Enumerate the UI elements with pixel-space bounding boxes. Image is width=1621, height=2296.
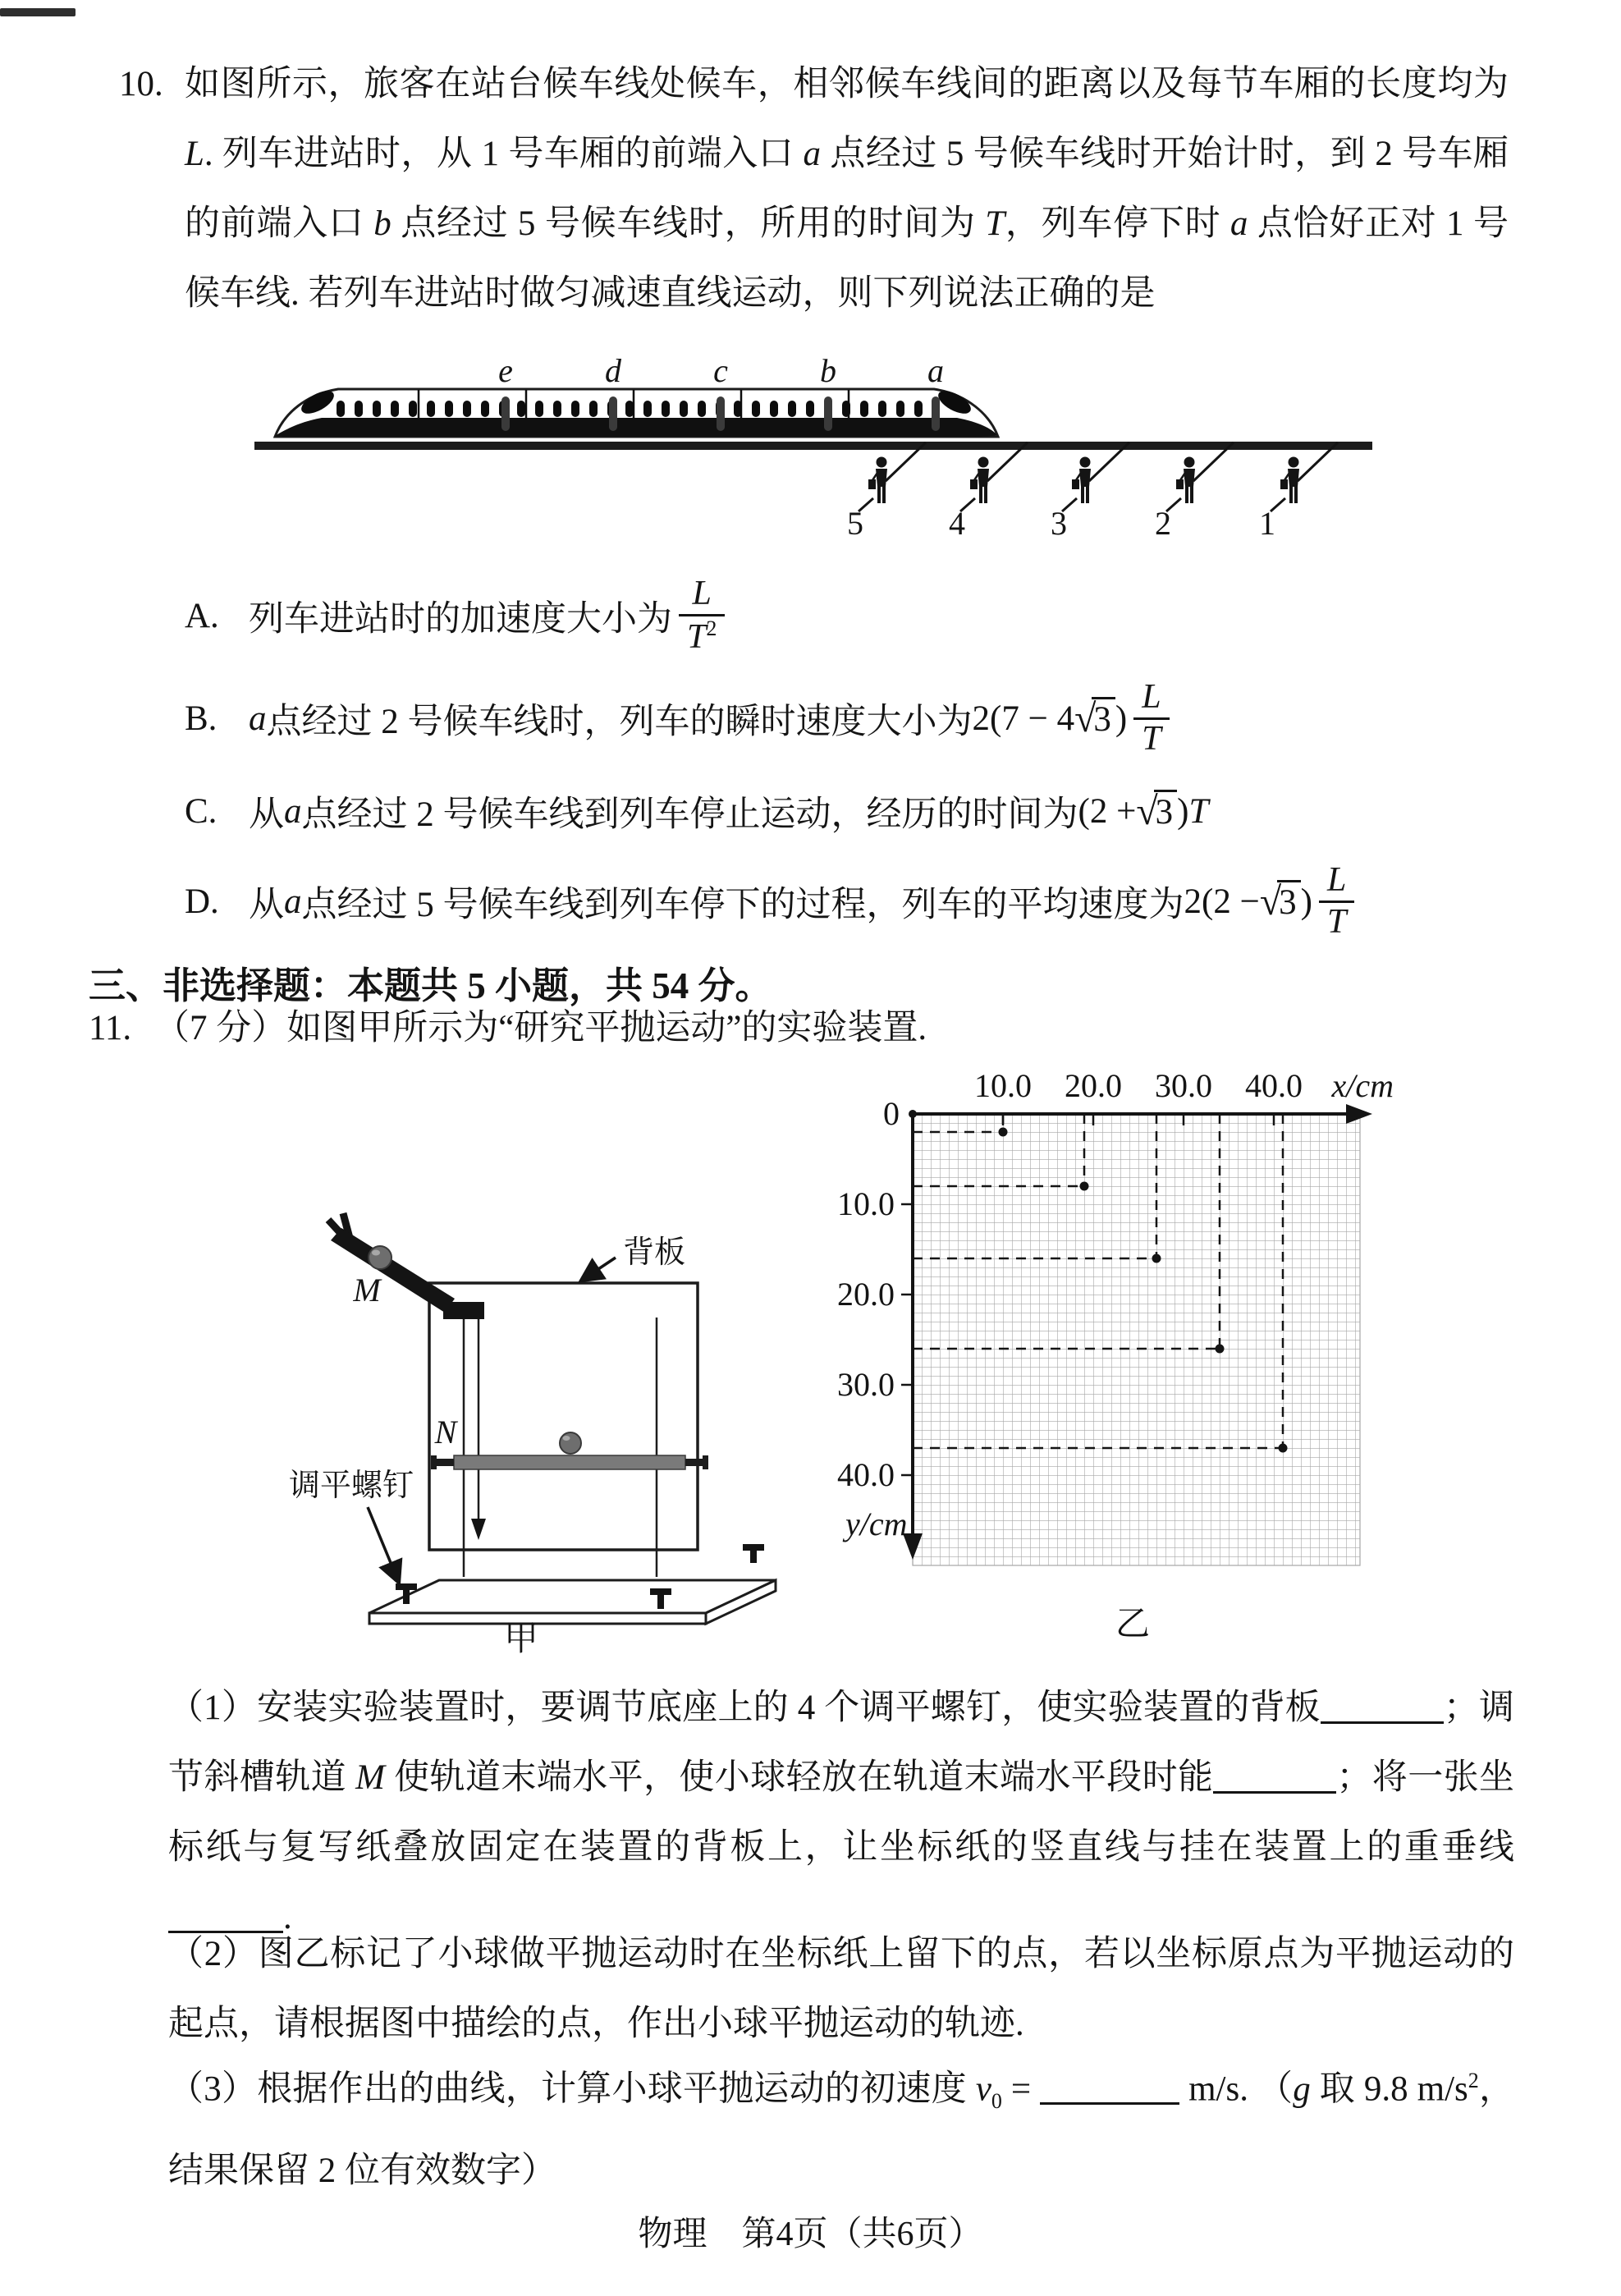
train-window [535,401,543,417]
part-3 [168,2046,1514,2206]
graph-paper-grid [913,1114,1360,1565]
y-axis-label: y/cm [845,1505,908,1542]
fraction-denominator: T [1327,902,1347,941]
question-11 [89,993,1509,1063]
person-head [978,457,989,468]
fraction-L-T [1133,678,1169,758]
var-a: a [249,699,267,738]
waiting-line-marker [949,442,1028,542]
train-window [698,401,706,417]
var-L: L [185,135,204,173]
person-bag [1176,479,1184,489]
close-paren: ) [1115,699,1128,738]
caption-jia: 甲 [503,1620,539,1658]
var-a: a [284,882,302,921]
train-window [788,401,796,417]
close-paren: ) [1300,882,1312,921]
train-window [643,401,652,417]
question-10 [119,49,1509,328]
train-window [481,401,489,417]
var-v: v [975,2069,991,2109]
fraction-numerator: L [1133,678,1169,719]
waiting-line-number: 2 [1155,505,1171,542]
entrance-label: e [498,357,513,389]
train-window [463,401,471,417]
option-D [185,850,1514,953]
waiting-line-marker [1259,442,1338,542]
inclined-track [328,1213,484,1319]
text-segment: 从 [249,885,284,924]
text-segment: . [283,1898,292,1936]
person-bag [1072,479,1079,489]
person-bag [1280,479,1288,489]
entrance-label: c [713,357,728,389]
ball-on-crossbar [560,1432,581,1454]
train-window [589,401,598,417]
text-segment: ，列车停下时 [1005,204,1230,243]
person-head [1184,457,1195,468]
waiting-line-marker [1155,442,1234,542]
text-segment: ，结果保留 2 位有效数字） [168,2069,1514,2190]
text-segment: 如图所示，旅客在站台候车线处候车，相邻候车线间的距离以及每节车厢的长度均为 [185,65,1509,103]
caption-yi: 乙 [1115,1606,1151,1643]
person-head [1080,457,1091,468]
equals: = [1001,2069,1041,2109]
entrance-label: a [927,357,944,389]
door-post [932,396,940,431]
radical-sign: √ [1259,879,1282,923]
train-window [391,401,399,417]
option-C-label: C. [185,791,218,831]
train-window [445,401,453,417]
var-a: a [284,791,302,831]
ball-on-ramp [369,1246,392,1269]
train-window [427,401,435,417]
coefficient: 2(2 − [1184,882,1260,921]
part-2: （2）图乙标记了小球做平抛运动时在坐标纸上留下的点，若以坐标原点为平抛运动的起点，请根据图中描绘的点，作出小球平抛运动的轨迹. [168,1935,1514,2043]
question-11-intro: （7 分）如图甲所示为“研究平抛运动”的实验装置. [154,1009,927,1047]
origin-point [909,1110,917,1118]
text-segment: 点经过 5 号候车线时开始计时，到 2 号车厢的前端入口 [185,135,1509,243]
text-segment: 点恰好正对 1 号候车线. 若列车进站时做匀减速直线运动，则下列说法正确的是 [185,204,1509,313]
radicand: 3 [1154,790,1178,832]
waiting-line-number: 1 [1259,505,1275,542]
waiting-line-number: 5 [847,505,863,542]
y-tick-label: 20.0 [837,1276,895,1313]
section-3-header: 三、非选择题：本题共 5 小题，共 54 分。 [89,965,772,1006]
person-body [1288,469,1299,487]
subscript-0: 0 [991,2088,1002,2113]
var-M: M [355,1758,385,1797]
var-T: T [687,617,707,656]
text-segment: （3）根据作出的曲线，计算小球平抛运动的初速度 [168,2069,976,2109]
fraction-numerator: L [1319,861,1354,902]
option-B-label: B. [185,699,218,738]
radicand: 3 [1277,880,1301,923]
text-segment: 点经过 5 号候车线时，所用的时间为 [391,204,986,243]
var-g: g [1293,2069,1311,2109]
person-head [877,457,887,468]
answer-blank [1040,2068,1179,2105]
ball-highlight [563,1436,570,1441]
var-T: T [1188,791,1209,831]
train-window [517,401,525,417]
part-1 [168,1673,1514,1952]
option-C-text: 点经过 2 号候车线到列车停止运动，经历的时间为 [301,795,1078,834]
label-M: M [353,1272,381,1308]
door-post [501,396,510,431]
option-D-text: 点经过 5 号候车线到列车停下的过程，列车的平均速度为 [301,885,1184,924]
x-tick-label: 30.0 [1155,1067,1212,1104]
text-segment: . 列车进站时，从 1 号车厢的前端入口 [204,135,804,173]
backboard-arrow [581,1258,616,1281]
train-window [553,401,561,417]
text-segment: ；调节斜槽轨道 [168,1689,1515,1797]
close-paren: ) [1177,791,1189,831]
leveling-screw [743,1544,764,1563]
var-b: b [373,204,392,243]
data-point [1216,1345,1225,1354]
data-point [999,1128,1008,1137]
person-bag [868,479,876,489]
person-bag [970,479,978,489]
train-window [355,401,363,417]
train-window [373,401,381,417]
train-window [625,401,634,417]
var-a: a [1229,204,1248,243]
train-window [571,401,579,417]
apparatus-figure [246,1133,821,1658]
option-D-label: D. [185,882,219,921]
answer-blank [1321,1687,1444,1724]
origin-label: 0 [883,1095,900,1132]
text-segment: （1）安装实验装置时，要调节底座上的 4 个调平螺钉，使实验装置的背板 [168,1689,1321,1727]
train-window [896,401,904,417]
train-window [860,401,868,417]
y-tick-label: 10.0 [837,1185,895,1222]
train-window [409,401,417,417]
person-body [1079,469,1091,487]
waiting-line-number: 4 [949,505,965,542]
train-window [770,401,778,417]
question-11-number: 11. [89,1009,132,1047]
data-point [1080,1182,1089,1191]
option-A-label: A. [185,596,219,635]
text-segment: 使轨道末端水平，使小球轻放在轨道末端水平段时能 [385,1758,1214,1797]
text-segment: 取 9.8 m/s [1310,2069,1468,2109]
train-window [680,401,688,417]
platform-edge-line [254,442,1372,450]
person-body [978,469,989,487]
question-10-number: 10. [119,65,163,103]
radical-sign: √ [1136,789,1158,833]
train-window [878,401,886,417]
label-backboard: 背板 [622,1235,686,1270]
entrance-label: d [605,357,621,389]
var-T: T [985,204,1005,243]
unit: m/s. [1179,2069,1248,2109]
waiting-line-marker [847,442,926,542]
door-post [717,396,725,431]
exponent: 2 [706,616,717,640]
open-paren: (2 + [1078,791,1137,831]
var-a: a [803,135,821,173]
door-post [824,396,832,431]
label-leveling-screw: 调平螺钉 [288,1469,414,1503]
fraction-denominator [679,616,725,657]
option-A-text: 列车进站时的加速度大小为 [249,599,672,639]
train-window [337,401,345,417]
base-plate [369,1580,776,1624]
var-v0 [976,2069,991,2108]
waiting-line-number: 3 [1051,505,1067,542]
person-body [876,469,887,487]
y-tick-label: 30.0 [837,1366,895,1403]
label-N: N [434,1414,457,1450]
fraction-numerator: L [679,575,725,616]
train-window [914,401,923,417]
x-tick-label: 10.0 [974,1067,1032,1104]
train-platform-figure [238,357,1387,562]
fraction-denominator: T [1142,719,1161,758]
fraction-L-T [1319,861,1354,941]
x-tick-label: 20.0 [1065,1067,1122,1104]
y-tick-label: 40.0 [837,1456,895,1493]
question-10-text [185,49,1509,328]
x-tick-label: 40.0 [1245,1067,1303,1104]
adjustable-crossbar [431,1455,708,1469]
text-segment: 从 [249,795,284,834]
text-segment: （ [1248,2069,1294,2109]
person-body [1184,469,1195,487]
text-segment: ；将一张坐标纸与复写纸叠放固定在装置的背板上，让坐标纸的竖直线与挂在装置上的重垂线 [168,1758,1515,1867]
waiting-line-marker [1051,442,1129,542]
train-window [752,401,760,417]
data-point [1279,1444,1288,1453]
entrance-label: b [820,357,836,389]
train-window [662,401,670,417]
trajectory-graph [837,1059,1395,1650]
coefficient: 2(7 − 4 [972,699,1075,738]
scan-artifact [0,8,76,16]
radicand: 3 [1092,697,1115,740]
option-B [185,667,1514,770]
train-body [275,387,998,437]
x-axis-label: x/cm [1331,1067,1394,1104]
option-A [185,566,1514,665]
exponent: 2 [1468,2069,1479,2092]
radical-sign: √ [1074,696,1097,740]
answer-blank [1213,1757,1336,1794]
page-footer: 物理 第4页（共6页） [638,2216,983,2253]
option-B-text: 点经过 2 号候车线时，列车的瞬时速度大小为 [266,702,973,741]
screw-arrow [368,1507,399,1583]
person-head [1289,457,1299,468]
train-window [806,401,814,417]
door-post [609,396,617,431]
fraction-L-T2 [679,575,725,656]
data-point [1152,1254,1161,1263]
ball-highlight [372,1250,380,1256]
option-C [185,778,1514,844]
